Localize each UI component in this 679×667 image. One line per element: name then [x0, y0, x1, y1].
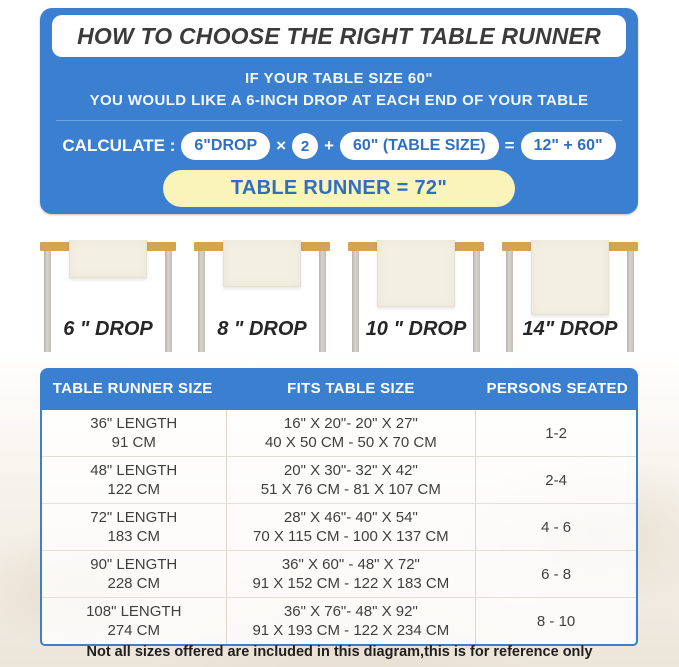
runner-cloth: [69, 240, 147, 278]
page-title: HOW TO CHOOSE THE RIGHT TABLE RUNNER: [77, 22, 601, 49]
drop-label: 6 " DROP: [63, 318, 153, 340]
table-figure-14in-drop: [502, 242, 638, 362]
runner-size-cell: 48" LENGTH 122 CM: [90, 462, 178, 498]
table-body: [40, 410, 638, 646]
title-box: [52, 15, 626, 57]
drop-label: 10 " DROP: [365, 318, 467, 340]
column-header-fits-table: FITS TABLE SIZE: [287, 380, 415, 397]
fits-table-cell: 20" X 30"- 32" X 42" 51 X 76 CM - 81 X 107 CM: [226, 457, 476, 503]
persons-cell: 6 - 8: [475, 551, 636, 597]
fits-table-cell: 36" X 76"- 48" X 92" 91 X 193 CM - 122 X 234 CM: [226, 598, 476, 644]
fits-table-cell: 36" X 60" - 48" X 72" 91 X 152 CM - 122 X 183 CM: [226, 551, 476, 597]
table-row: [42, 410, 636, 456]
table-row: [42, 550, 636, 597]
drop-illustrations: [40, 242, 638, 362]
sum-pill: 12" + 60": [521, 132, 616, 160]
size-reference-table: [40, 368, 638, 646]
persons-cell: 4 - 6: [475, 504, 636, 550]
runner-result-pill: TABLE RUNNER = 72": [163, 170, 515, 207]
calculate-label: CALCULATE :: [62, 136, 176, 155]
subtitle: [40, 70, 638, 109]
drop-value-pill: 6"DROP: [181, 132, 270, 160]
table-row: [42, 456, 636, 503]
drop-label: 8 " DROP: [217, 318, 307, 340]
table-header-row: [40, 368, 638, 410]
table-row: [42, 503, 636, 550]
drop-label: 14" DROP: [522, 318, 618, 340]
table-figure-8in-drop: [194, 242, 330, 362]
instruction-panel: [40, 8, 638, 214]
runner-size-cell: 36" LENGTH 91 CM: [90, 415, 178, 451]
divider: [56, 120, 622, 121]
runner-cloth: [377, 240, 455, 307]
equals-sign: =: [504, 136, 515, 155]
subtitle-line1: IF YOUR TABLE SIZE 60": [245, 70, 433, 87]
column-header-runner-size: TABLE RUNNER SIZE: [52, 380, 213, 397]
table-row: [42, 597, 636, 644]
persons-cell: 1-2: [475, 410, 636, 456]
fits-table-cell: 28" X 46"- 40" X 54" 70 X 115 CM - 100 X 137 CM: [226, 504, 476, 550]
runner-cloth: [223, 240, 301, 287]
subtitle-line2: YOU WOULD LIKE A 6-INCH DROP AT EACH END OF YOUR TABLE: [89, 92, 589, 109]
persons-cell: 2-4: [475, 457, 636, 503]
runner-cloth: [531, 240, 609, 315]
table-figure-6in-drop: [40, 242, 176, 362]
persons-cell: 8 - 10: [475, 598, 636, 644]
runner-size-cell: 72" LENGTH 183 CM: [90, 509, 178, 545]
runner-size-cell: 108" LENGTH 274 CM: [86, 603, 182, 639]
disclaimer-note: Not all sizes offered are included in this diagram,this is for reference only: [86, 644, 593, 660]
fits-table-cell: 16" X 20"- 20" X 27" 40 X 50 CM - 50 X 70 CM: [226, 410, 476, 456]
times-sign: ×: [276, 136, 287, 155]
runner-size-cell: 90" LENGTH 228 CM: [90, 556, 178, 592]
table-figure-10in-drop: [348, 242, 484, 362]
multiplier-badge: 2: [292, 133, 318, 159]
table-size-pill: 60" (TABLE SIZE): [340, 132, 499, 160]
calculation-formula: [40, 132, 638, 160]
plus-sign: +: [324, 136, 334, 155]
column-header-persons: PERSONS SEATED: [486, 380, 628, 397]
